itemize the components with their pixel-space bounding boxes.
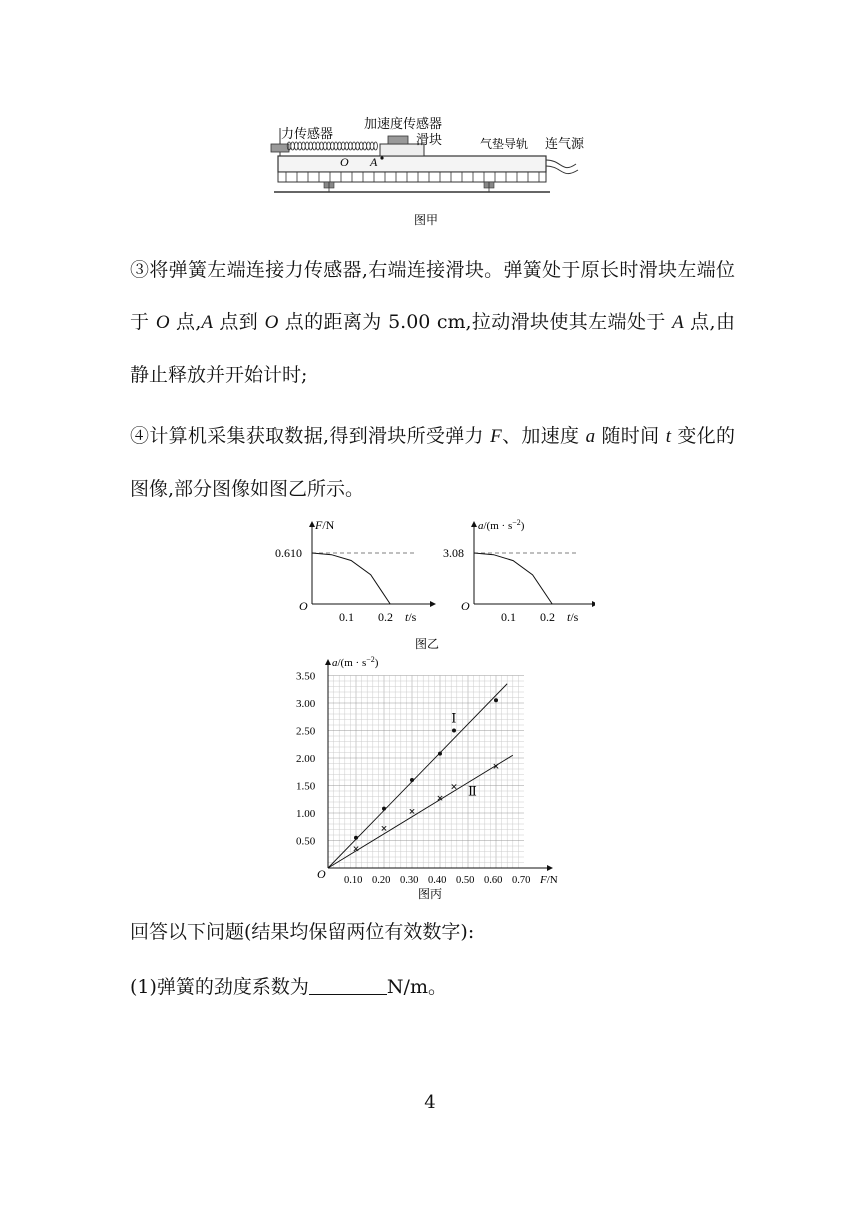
var-O: O — [155, 312, 170, 333]
answer-blank[interactable] — [309, 976, 387, 995]
figure-yi — [265, 518, 595, 654]
answer-intro: 回答以下问题(结果均保留两位有效数字): — [130, 921, 475, 943]
figure-bing — [290, 652, 580, 904]
x-tick-label: 0.40 — [428, 875, 447, 886]
figure-jia — [262, 110, 602, 235]
x-tick-label: 0.60 — [484, 875, 503, 886]
data-point-series-1 — [354, 836, 358, 840]
step3-text: 点到 — [213, 311, 265, 333]
air-track-body — [278, 156, 546, 172]
y-tick-label: 0.50 — [296, 835, 316, 848]
var-A: A — [201, 312, 213, 333]
step-4-paragraph — [130, 410, 735, 515]
yi-right-yvalue: 3.08 — [443, 546, 464, 560]
x-tick-label: 0.20 — [372, 875, 391, 886]
yi-right-ylabel: $a/(m \cdot s^{-2})$ — [478, 518, 525, 532]
y-tick-label: 2.00 — [296, 753, 316, 765]
y-tick-label: 2.50 — [296, 725, 316, 738]
yi-right-origin: O — [461, 599, 470, 613]
x-tick-label: 0.50 — [456, 875, 475, 886]
label-air-track: 气垫导轨 — [480, 137, 529, 151]
label-force-sensor: 力传感器 — [281, 126, 334, 141]
question-1-pre: (1)弹簧的劲度系数为 — [130, 976, 309, 998]
label-accel-sensor: 加速度传感器 — [364, 116, 443, 131]
caption-jia: 图甲 — [414, 213, 439, 227]
yi-right-tick-2: 0.2 — [540, 610, 555, 624]
data-point-series-2 — [452, 784, 456, 788]
data-point-series-1 — [410, 778, 414, 782]
series-label-1: Ⅰ — [451, 710, 457, 726]
data-point-series-1 — [452, 729, 456, 733]
label-slider: 滑块 — [416, 132, 443, 147]
y-tick-label: 3.00 — [296, 698, 316, 710]
caption-yi: 图乙 — [415, 637, 440, 651]
step4-text: 计算机采集获取数据,得到滑块所受弹力 — [149, 425, 491, 447]
question-1 — [130, 961, 735, 1013]
data-point-series-1 — [494, 698, 498, 702]
step-3-paragraph — [130, 244, 735, 401]
step-3-number: ③ — [130, 259, 150, 281]
var-F: F — [490, 426, 502, 447]
y-tick-label: 1.00 — [296, 808, 316, 820]
caption-bing: 图丙 — [418, 887, 443, 901]
yi-right-xlabel: t/s — [567, 610, 579, 624]
data-point-series-1 — [438, 752, 442, 756]
var-O: O — [264, 312, 279, 333]
step3-text: 点,由静止释放并开始计时; — [130, 311, 735, 386]
bing-origin: O — [317, 867, 326, 881]
yi-left-tick-1: 0.1 — [339, 610, 354, 624]
spring — [287, 142, 379, 150]
step4-text: 、加速度 — [501, 425, 586, 447]
step4-text: 随时间 — [595, 425, 666, 447]
x-tick-label: 0.30 — [400, 875, 419, 886]
series-label-2: Ⅱ — [468, 783, 477, 799]
step3-text: 点, — [169, 311, 202, 333]
var-t: t — [665, 426, 672, 447]
label-O: O — [340, 155, 349, 169]
yi-left-yvalue: 0.610 — [275, 546, 302, 560]
page-number: 4 — [424, 1092, 436, 1113]
step3-text: 将弹簧左端连接力传感器,右端连接滑块。弹簧处于原长时滑块左端位于 — [130, 259, 735, 333]
accel-sensor — [388, 136, 408, 144]
question-1-post: N/m。 — [386, 976, 447, 998]
step-4-number: ④ — [130, 425, 150, 447]
step3-text: 点的距离为 5.00 cm,拉动滑块使其左端处于 — [278, 311, 673, 333]
yi-left-tick-2: 0.2 — [378, 610, 393, 624]
label-A: A — [370, 155, 378, 169]
yi-left-curve — [312, 553, 390, 604]
yi-left-origin: O — [299, 599, 308, 613]
var-a: a — [585, 426, 596, 447]
step4-text: 变化的图像,部分图像如图乙所示。 — [130, 425, 735, 500]
yi-right-tick-1: 0.1 — [501, 610, 516, 624]
point-A-dot — [380, 156, 383, 159]
label-air-source: 连气源 — [545, 136, 585, 151]
x-tick-label: 0.70 — [512, 875, 531, 886]
y-tick-label: 1.50 — [296, 780, 316, 793]
bing-ylabel: $a/(m \cdot s^{-2})$ — [332, 655, 379, 669]
fit-line-series-2 — [328, 755, 513, 868]
data-point-series-1 — [382, 807, 386, 811]
yi-left-ylabel: F/N — [315, 518, 335, 532]
y-tick-label: 3.50 — [296, 670, 316, 683]
x-tick-label: 0.10 — [344, 875, 363, 886]
yi-right-curve — [474, 553, 552, 604]
force-sensor — [271, 144, 289, 152]
yi-left-xlabel: t/s — [405, 610, 417, 624]
bing-xlabel: F/N — [540, 874, 558, 886]
var-A: A — [672, 312, 684, 333]
